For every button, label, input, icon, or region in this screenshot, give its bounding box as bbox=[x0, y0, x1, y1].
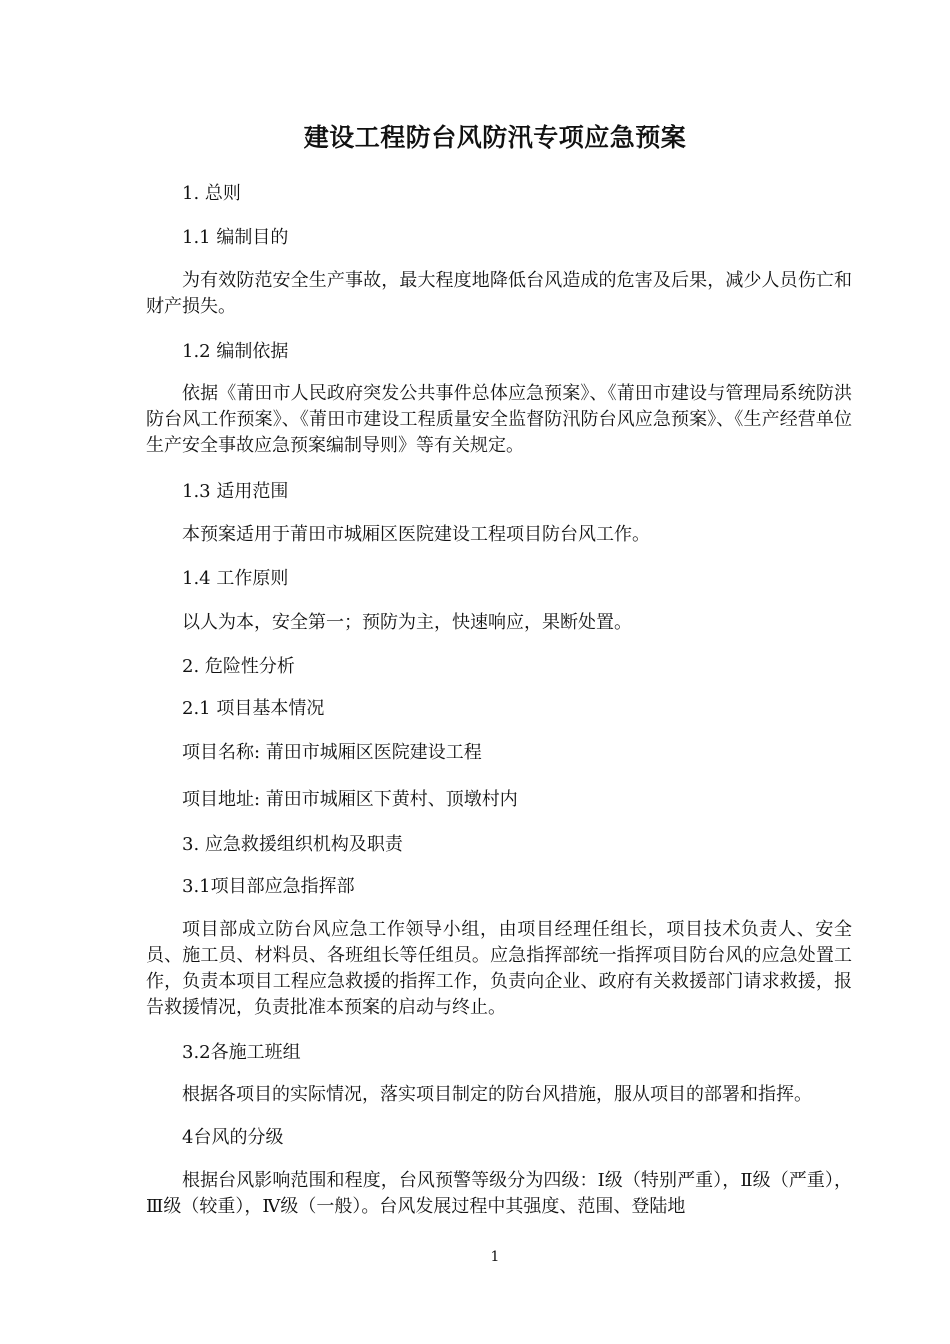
heading-1-general: 1. 总则 bbox=[182, 183, 241, 204]
paragraph-basis: 依据《莆田市人民政府突发公共事件总体应急预案》、《莆田市建设与管理局系统防洪防台风工作预案》、《莆田市建设工程质量安全监督防汛防台风应急预案》、《生产经营单位生产安全事故应急预案编制导则》等有关规定。 bbox=[146, 383, 852, 456]
document-title: 建设工程防台风防汛专项应急预案 bbox=[303, 123, 687, 152]
paragraph-command: 项目部成立防台风应急工作领导小组，由项目经理任组长，项目技术负责人、安全员、施工员、材料员、各班组长等任组员。应急指挥部统一指挥项目防台风的应急处置工作，负责本项目工程应急救援的指挥工作，负责向企业、政府有关救援部门请求救援，报告救援情况，负责批准本预案的启动与终止。 bbox=[146, 919, 852, 1018]
heading-1-2-basis: 1.2 编制依据 bbox=[182, 341, 289, 362]
heading-3-2-teams: 3.2各施工班组 bbox=[182, 1042, 301, 1063]
heading-4-classification: 4台风的分级 bbox=[182, 1127, 284, 1148]
heading-3-1-command: 3.1项目部应急指挥部 bbox=[182, 876, 355, 897]
heading-1-1-purpose: 1.1 编制目的 bbox=[182, 227, 289, 248]
heading-2-risk-analysis: 2. 危险性分析 bbox=[182, 656, 295, 677]
page-number: 1 bbox=[490, 1249, 500, 1265]
heading-2-1-project-info: 2.1 项目基本情况 bbox=[182, 698, 325, 719]
paragraph-purpose: 为有效防范安全生产事故，最大程度地降低台风造成的危害及后果，减少人员伤亡和财产损失。 bbox=[146, 270, 852, 317]
heading-1-4-principles: 1.4 工作原则 bbox=[182, 568, 289, 589]
paragraph-principles: 以人为本，安全第一；预防为主，快速响应，果断处置。 bbox=[182, 612, 632, 633]
paragraph-classification: 根据台风影响范围和程度，台风预警等级分为四级：Ⅰ级（特别严重），Ⅱ级（严重），Ⅲ级（较重），Ⅳ级（一般）。台风发展过程中其强度、范围、登陆地 bbox=[146, 1170, 852, 1217]
paragraph-teams: 根据各项目的实际情况，落实项目制定的防台风措施，服从项目的部署和指挥。 bbox=[182, 1084, 812, 1105]
heading-3-organization: 3. 应急救援组织机构及职责 bbox=[182, 834, 403, 855]
paragraph-project-address: 项目地址: 莆田市城厢区下黄村、顶墩村内 bbox=[182, 789, 518, 810]
heading-1-3-scope: 1.3 适用范围 bbox=[182, 481, 289, 502]
paragraph-scope: 本预案适用于莆田市城厢区医院建设工程项目防台风工作。 bbox=[182, 524, 650, 545]
paragraph-project-name: 项目名称: 莆田市城厢区医院建设工程 bbox=[182, 742, 482, 763]
